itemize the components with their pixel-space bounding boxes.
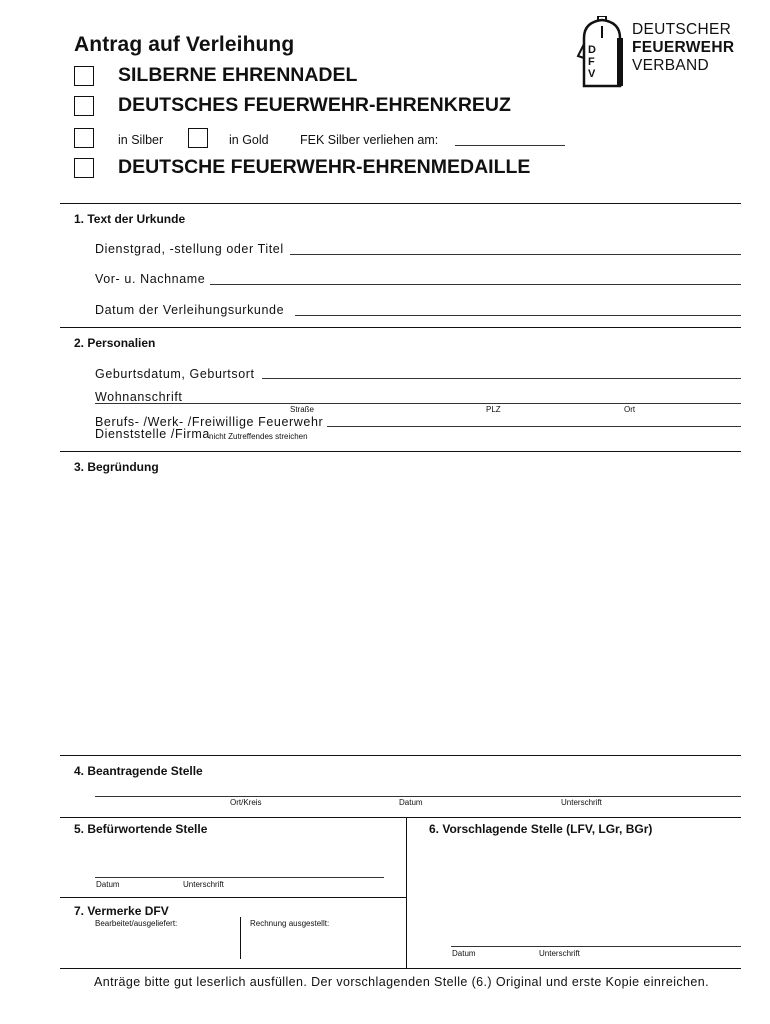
label-geburt: Geburtsdatum, Geburtsort [95,367,255,381]
divider [60,203,741,204]
caption-unterschrift: Unterschrift [539,949,580,958]
vorschlagende-stelle-field[interactable] [451,946,741,947]
dienstgrad-field[interactable] [290,254,741,255]
logo-line-feuerwehr: FEUERWEHR [632,39,735,56]
label-in-gold: in Gold [229,133,269,147]
caption-datum: Datum [452,949,476,958]
section-6-heading: 6. Vorschlagende Stelle (LFV, LGr, BGr) [429,822,653,836]
checkbox-silberne-ehrennadel[interactable] [74,66,94,86]
divider [60,897,406,898]
geburt-field[interactable] [262,378,741,379]
name-field[interactable] [210,284,741,285]
label-feuerwehr: Berufs- /Werk- /Freiwillige Feuerwehr [95,415,324,429]
label-name: Vor- u. Nachname [95,272,206,286]
section-3-heading: 3. Begründung [74,460,159,474]
checkbox-in-gold[interactable] [188,128,208,148]
section-5-heading: 5. Befürwortende Stelle [74,822,208,836]
label-in-silber: in Silber [118,133,164,147]
befuerwortende-stelle-field[interactable] [95,877,384,878]
emblem-letter-d: D [588,44,596,56]
logo-line-verband: VERBAND [632,57,710,74]
beantragende-stelle-field[interactable] [95,796,741,797]
column-divider [240,917,241,959]
logo-line-deutscher: DEUTSCHER [632,21,732,38]
emblem-letter-v: V [588,68,596,80]
caption-datum: Datum [399,798,423,807]
caption-ort: Ort [624,405,636,414]
caption-unterschrift: Unterschrift [183,880,224,889]
wohnanschrift-field[interactable] [95,403,741,404]
label-rechnung: Rechnung ausgestellt: [250,919,330,928]
option-silberne-ehrennadel: SILBERNE EHRENNADEL [118,64,358,86]
label-dienstgrad: Dienstgrad, -stellung oder Titel [95,242,284,256]
caption-unterschrift: Unterschrift [561,798,602,807]
checkbox-feuerwehr-ehrenkreuz[interactable] [74,96,94,116]
divider [60,451,741,452]
column-divider [406,817,407,969]
label-verleihungsdatum: Datum der Verleihungsurkunde [95,303,285,317]
label-wohnanschrift: Wohnanschrift [95,390,183,404]
caption-datum: Datum [96,880,120,889]
section-1-heading: 1. Text der Urkunde [74,212,186,226]
label-bearbeitet: Bearbeitet/ausgeliefert: [95,919,178,928]
divider [60,817,741,818]
caption-nicht-zutreffendes: nicht Zutreffendes streichen [209,432,308,441]
section-7-heading: 7. Vermerke DFV [74,904,169,918]
option-ehrenmedaille: DEUTSCHE FEUERWEHR-EHRENMEDAILLE [118,156,531,178]
begruendung-area[interactable] [74,480,741,750]
divider [60,327,741,328]
checkbox-in-silber[interactable] [74,128,94,148]
section-4-heading: 4. Beantragende Stelle [74,764,203,778]
label-fek-silber: FEK Silber verliehen am: [300,133,439,147]
fek-silber-date-field[interactable] [455,145,565,146]
footer-note: Anträge bitte gut leserlich ausfüllen. Der vorschlagenden Stelle (6.) Original und erste Kopie einreichen. [94,975,709,989]
caption-plz: PLZ [486,405,501,414]
caption-ort-kreis: Ort/Kreis [230,798,262,807]
emblem-letter-f: F [588,56,595,68]
option-feuerwehr-ehrenkreuz: DEUTSCHES FEUERWEHR-EHRENKREUZ [118,94,511,116]
form-title: Antrag auf Verleihung [74,33,295,56]
caption-strasse: Straße [290,405,315,414]
divider [60,968,741,969]
verleihungsdatum-field[interactable] [295,315,741,316]
dfv-emblem-icon [574,16,630,88]
divider [60,755,741,756]
feuerwehr-field[interactable] [327,426,741,427]
label-dienststelle: Dienststelle /Firma [95,427,210,441]
section-2-heading: 2. Personalien [74,336,156,350]
checkbox-ehrenmedaille[interactable] [74,158,94,178]
